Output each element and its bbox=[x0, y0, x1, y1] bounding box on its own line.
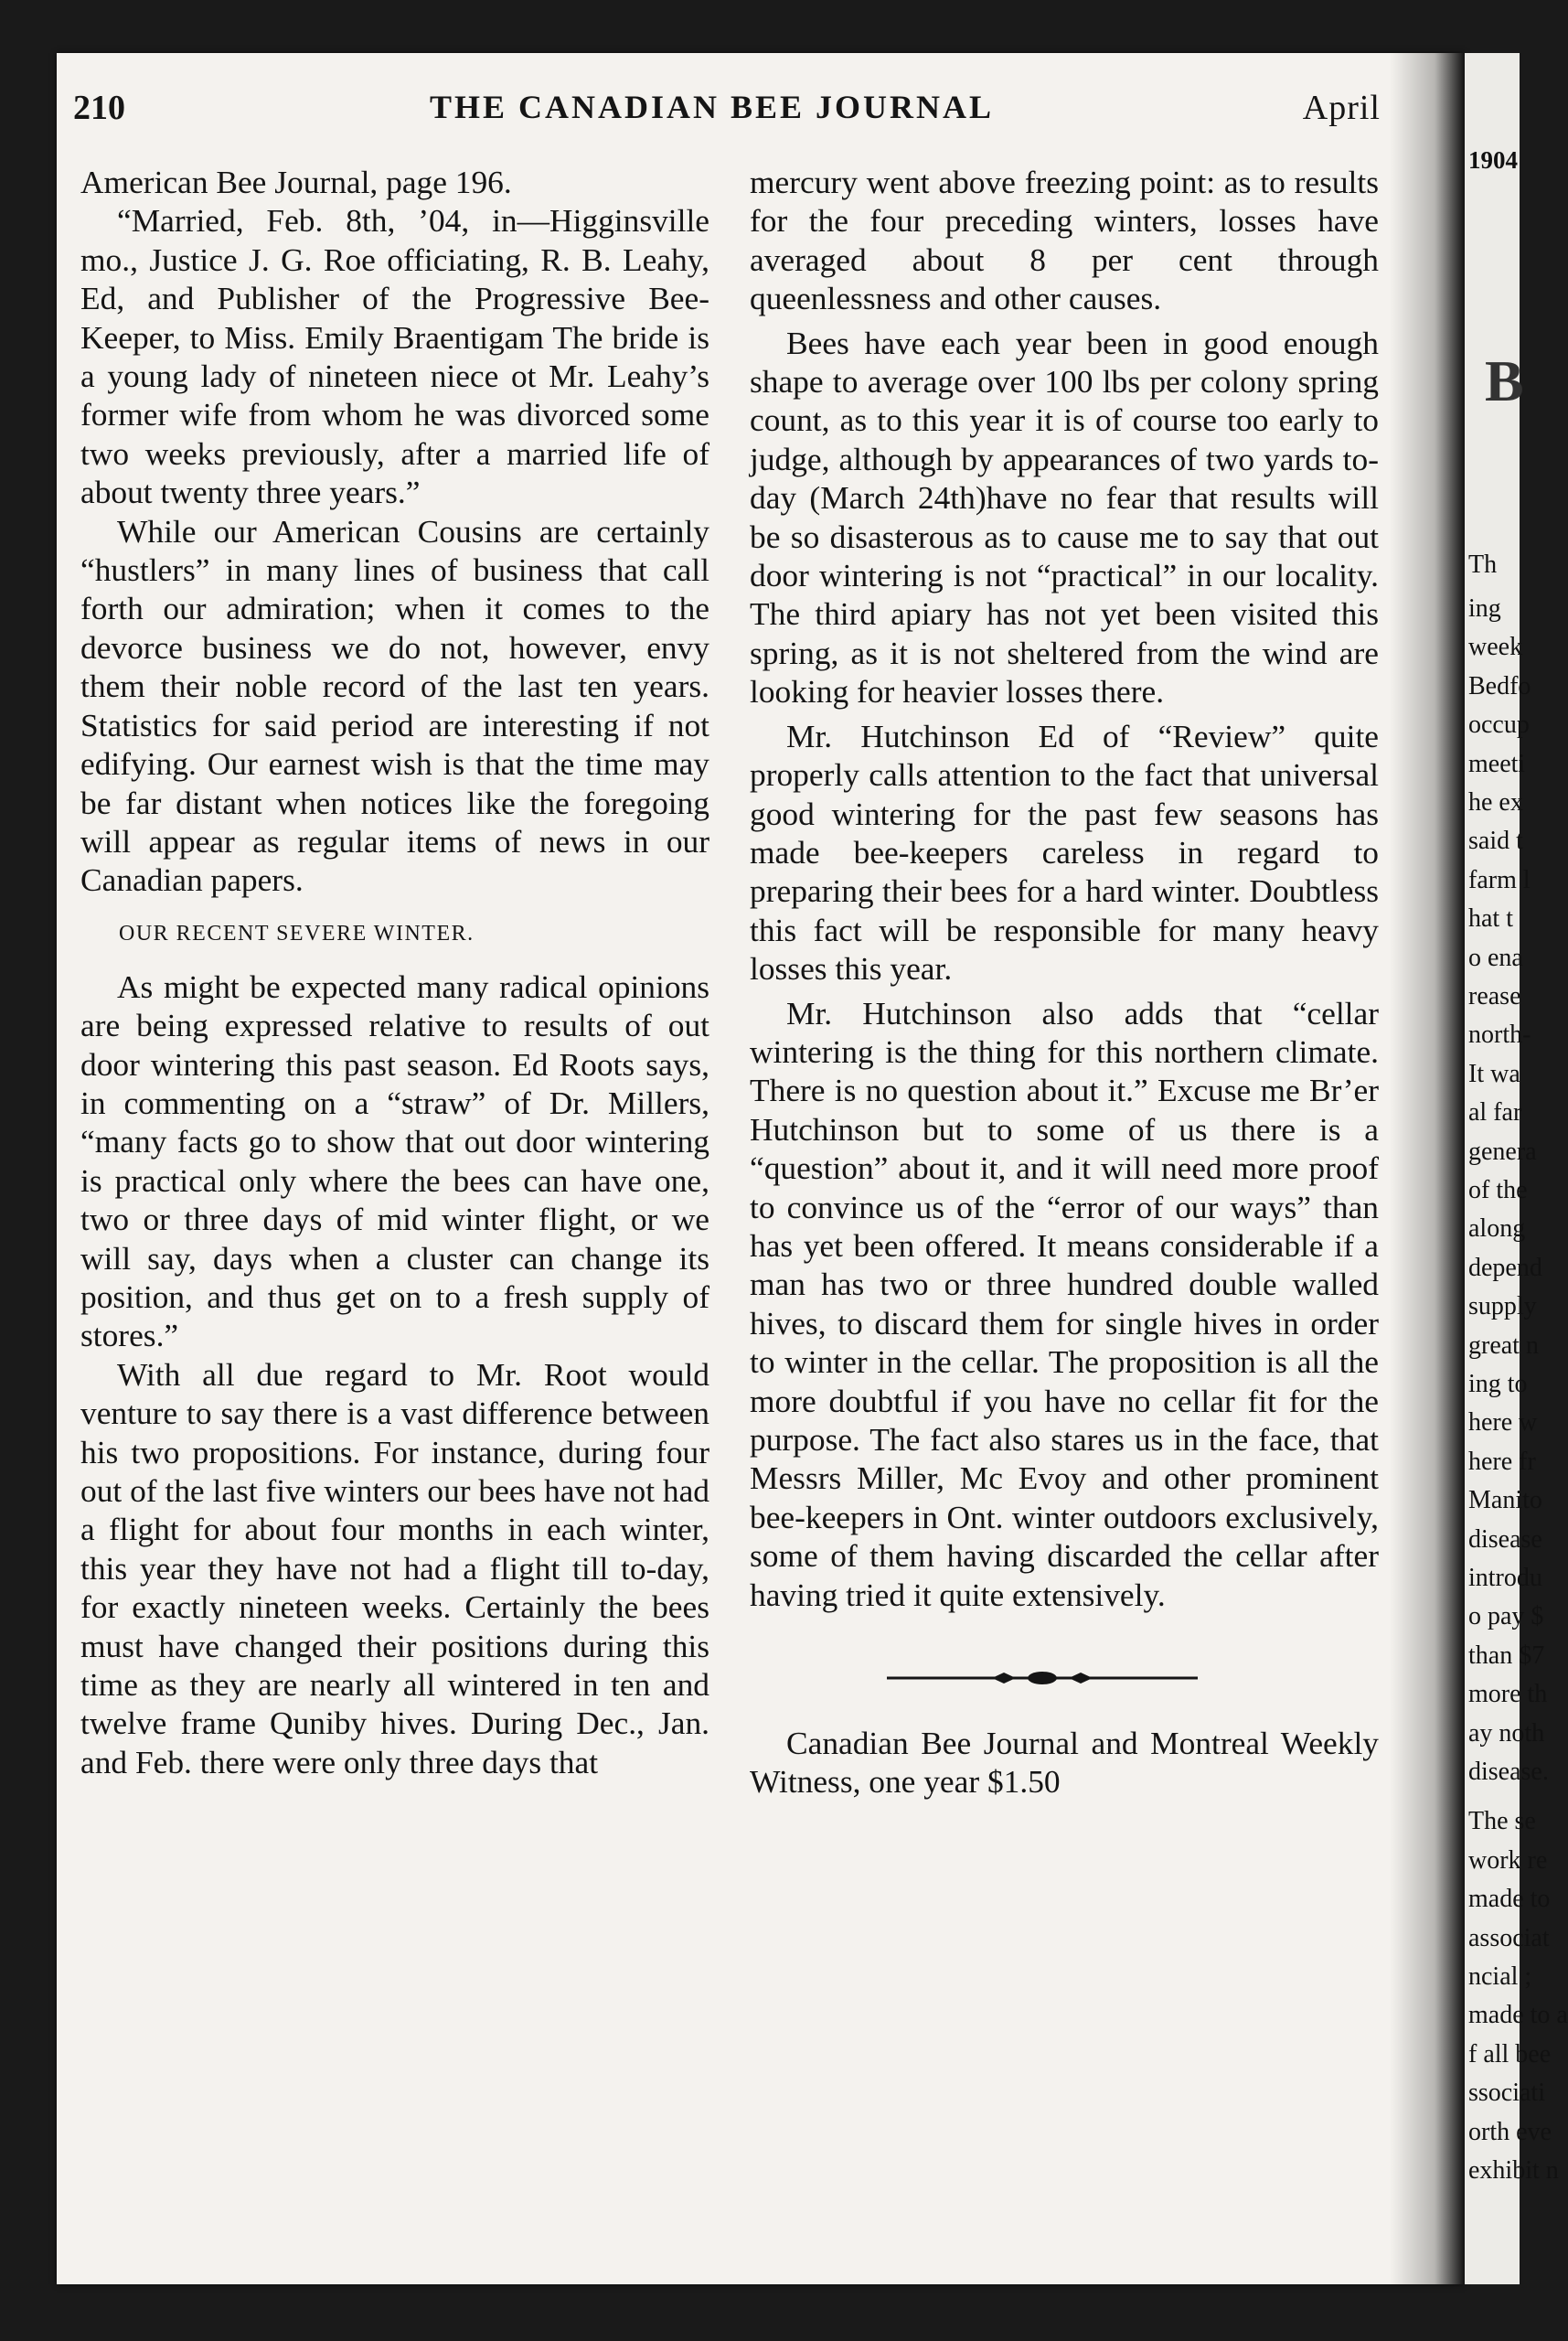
next-page-fragment: meeti bbox=[1468, 749, 1526, 778]
next-page-fragment: here w bbox=[1468, 1408, 1538, 1438]
next-page-fragment: ssociati bbox=[1468, 2079, 1545, 2108]
next-page-fragment: o pay $ bbox=[1468, 1602, 1544, 1631]
section-heading: OUR RECENT SEVERE WINTER. bbox=[119, 921, 475, 946]
next-page-fragment: more th bbox=[1468, 1680, 1548, 1709]
page-number: 210 bbox=[73, 89, 125, 127]
next-page-fragment: exhibit n bbox=[1468, 2156, 1559, 2185]
next-page-fragment: he ex bbox=[1468, 788, 1523, 817]
right-column bbox=[750, 163, 1379, 1801]
next-page-fragment: of the bbox=[1468, 1176, 1528, 1204]
next-page-fragment: It wa bbox=[1468, 1059, 1520, 1088]
next-page-fragment: f all bee bbox=[1468, 2039, 1552, 2068]
next-page-fragment: rease bbox=[1468, 982, 1521, 1010]
next-page-fragment: ay noth bbox=[1468, 1718, 1545, 1748]
ornament-divider-icon bbox=[887, 1669, 1198, 1687]
next-page-fragment: Manito bbox=[1468, 1486, 1542, 1515]
subscription-offer: Canadian Bee Journal and Montreal Weekly Witness, one year $1.50 bbox=[750, 1725, 1379, 1801]
next-page-fragment: disease. bbox=[1468, 1758, 1549, 1786]
next-page-fragment: orth eve bbox=[1468, 2117, 1552, 2146]
next-page-fragment: occup bbox=[1468, 711, 1530, 740]
running-header bbox=[73, 82, 1381, 137]
paragraph: mercury went above freezing point: as to results for the four preceding winters, losses have averaged about 8 per cent through queenlessness and other causes. bbox=[750, 164, 1379, 317]
next-page-fragment: introdu bbox=[1468, 1564, 1542, 1592]
next-page-fragment: along bbox=[1468, 1214, 1526, 1244]
paragraph: Mr. Hutchinson Ed of “Review” quite properly calls attention to the fact that universal good wintering for the past few seasons has made bee-keepers careless in regard to preparing their bees for a hard winter. Doubtless this fact will be responsible for many heavy losses this year. bbox=[750, 717, 1379, 988]
next-page-fragment: disease bbox=[1468, 1524, 1542, 1554]
next-page-fragment: hat t bbox=[1468, 904, 1513, 934]
next-page-year: 1904 bbox=[1468, 146, 1518, 174]
next-page-fragment: ing to bbox=[1468, 1370, 1528, 1398]
paragraph: With all due regard to Mr. Root would venture to say there is a vast difference between his two propositions. For instance, during four out of the last five winters our bees have not had a flight for about four months in each winter, this year they have not had a flight till to-day, for exactly nineteen weeks. Certainly the bees must have changed their positions during this time as they are nearly all wintered in ten and twelve frame Quniby hives. During Dec., Jan. and Feb. there were only three days that bbox=[80, 1355, 709, 1780]
next-page-fragment: Bedfo bbox=[1468, 671, 1531, 700]
next-page-fragment: here fr bbox=[1468, 1447, 1536, 1476]
next-page-fragment: Th bbox=[1468, 551, 1498, 579]
paragraph: Bees have each year been in good enough shape to average over 100 lbs per colony spring count, as to this year it is of course too early to judge, although by appearances of two yards to-day (March 24th)have no fear that results will be so disasterous as to cause me to say that out door wintering is not “practical” in our locality. The third apiary has not yet been visited this spring, as it is not sheltered from the wind are looking for heavier losses there. bbox=[750, 324, 1379, 711]
paragraph: As might be expected many radical opinions are being expressed relative to results of out door wintering this past season. Ed Roots says, in commenting on a “straw” of Dr. Millers, “many facts go to show that out door wintering is practical only where the bees can have one, two or three days of mid winter flight, or we will say, days when a cluster can change its position, and thus get on to a fresh supply of stores.” bbox=[80, 967, 709, 1354]
next-page-fragment: week bbox=[1468, 633, 1523, 662]
next-page-fragment: great n bbox=[1468, 1331, 1539, 1360]
next-page-fragment: supply bbox=[1468, 1292, 1537, 1321]
paragraph: “Married, Feb. 8th, ’04, in—Higginsville mo., Justice J. G. Roe officiating, R. B. Leahy, Ed, and Publisher of the Progressive Bee-Keeper, to Miss. Emily Braentigam The bride is a young lady of nineteen niece ot Mr. Leahy’s former wife from whom he was divorced some two weeks previously, after a married life of about twenty three years.” bbox=[80, 202, 709, 511]
journal-title: THE CANADIAN BEE JOURNAL bbox=[430, 89, 995, 125]
paragraph: Mr. Hutchinson also adds that “cellar wintering is the thing for this northern climate. There is no question about it.” Excuse me Br’er Hutchinson but to some of us there is a “question” about it, and it will need more proof to convince us of the “error of our ways” than has yet been offered. It means considerable if a man has two or three hundred double walled hives, to discard them for single hives in order to winter in the cellar. The proposition is all the more doubtful if you have no cellar fit for the purpose. The fact also stares us in the face, that Messrs Miller, Mc Evoy and other prominent bee-keepers in Ont. winter outdoors exclusively, some of them having discarded the cellar after having tried it quite extensively. bbox=[750, 994, 1379, 1613]
next-page-initial: B bbox=[1485, 348, 1524, 413]
next-page-fragment: ncial ; bbox=[1468, 1962, 1532, 1991]
next-page-fragment: associat bbox=[1468, 1923, 1550, 1952]
next-page-fragment: depend bbox=[1468, 1253, 1542, 1282]
next-page-fragment: o ena bbox=[1468, 943, 1523, 972]
next-page-fragment: made to bbox=[1468, 1885, 1551, 1914]
left-column bbox=[80, 163, 709, 1781]
next-page-fragment: al far bbox=[1468, 1098, 1522, 1128]
paragraph: American Bee Journal, page 196. bbox=[80, 164, 512, 200]
issue-month: April bbox=[1302, 89, 1381, 127]
next-page-fragment: north- bbox=[1468, 1021, 1531, 1050]
paragraph: While our American Cousins are certainly “hustlers” in many lines of business that call forth our admiration; when it comes to the devorce business we do not, however, envy them their noble record of the last ten years. Statistics for said period are interesting if not edifying. Our earnest wish is that the time may be far distant when notices like the foregoing will appear as regular items of news in our Canadian papers. bbox=[80, 512, 709, 899]
next-page-fragment: ing bbox=[1468, 594, 1501, 623]
next-page-fragment: genera bbox=[1468, 1137, 1537, 1166]
next-page-fragment: farm l bbox=[1468, 865, 1531, 894]
next-page-fragment: The se bbox=[1468, 1807, 1536, 1836]
next-page-fragment: said t bbox=[1468, 827, 1523, 856]
next-page-fragment: made to a bbox=[1468, 2001, 1568, 2030]
next-page-fragment: work re bbox=[1468, 1845, 1548, 1875]
next-page-edge bbox=[1465, 53, 1568, 2284]
next-page-fragment: than $7 bbox=[1468, 1641, 1545, 1670]
binding-gutter bbox=[1390, 53, 1465, 2284]
